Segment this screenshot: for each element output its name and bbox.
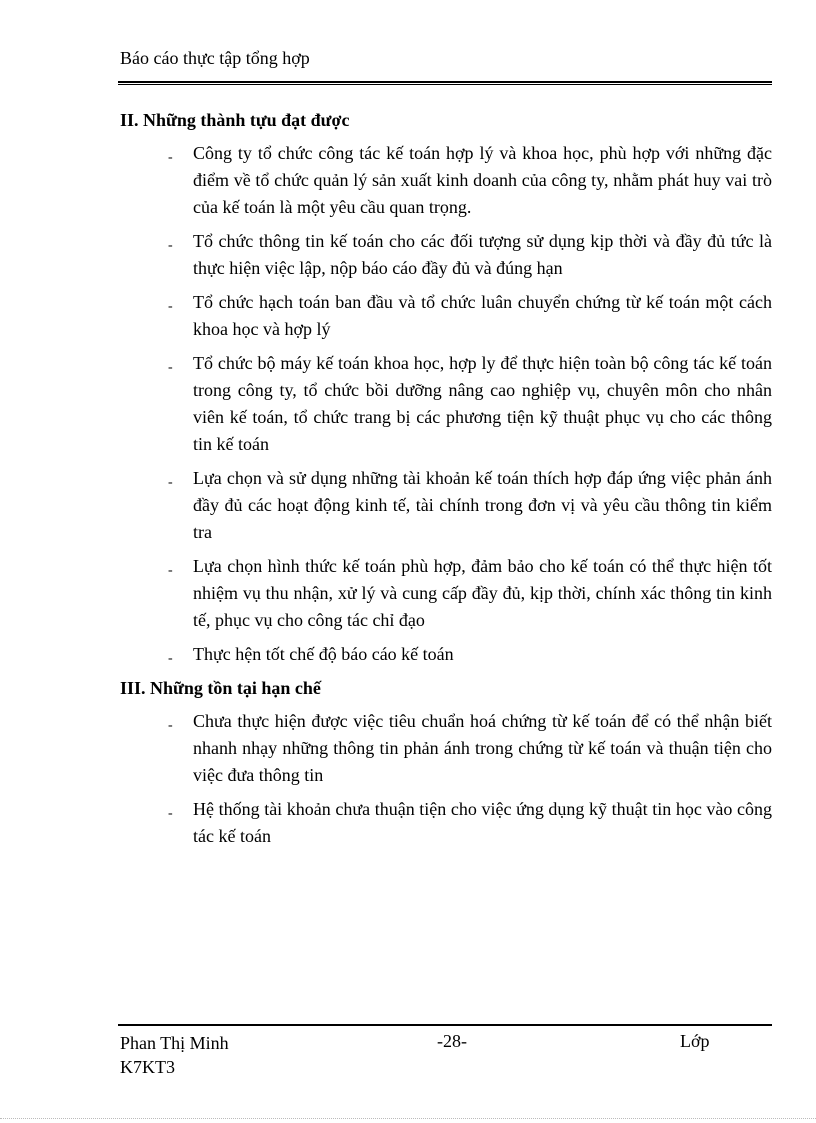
footer-author xyxy=(120,1031,229,1079)
achievements-list xyxy=(120,140,772,668)
section-title-achievements: II. Những thành tựu đạt được xyxy=(120,110,350,130)
bullet-dash: - xyxy=(168,360,173,375)
footer-class-label: Lớp xyxy=(680,1031,710,1051)
page-edge-divider xyxy=(0,1118,816,1119)
footer-rule xyxy=(118,1024,772,1026)
page-number: -28- xyxy=(437,1031,467,1051)
bullet-dash: - xyxy=(168,150,173,165)
header-rule-thin xyxy=(118,84,772,85)
bullet-dash: - xyxy=(168,238,173,253)
bullet-dash: - xyxy=(168,651,173,666)
list-item: - Thực hện tốt chế độ báo cáo kế toán xyxy=(120,641,772,668)
footer-class-code: K7KT3 xyxy=(120,1057,175,1077)
header-rule xyxy=(118,81,772,83)
limitations-list xyxy=(120,708,772,850)
header-title: Báo cáo thực tập tổng hợp xyxy=(120,48,310,68)
list-item: - Lựa chọn và sử dụng những tài khoản kế toán thích hợp đáp ứng việc phản ánh đầy đủ các hoạt động kinh tế, tài chính trong đơn vị và yêu cầu thông tin kiểm tra xyxy=(168,468,772,542)
list-item: - Chưa thực hiện được việc tiêu chuẩn hoá chứng từ kế toán để có thể nhận biết nhanh nhạy những thông tin phản ánh trong chứng từ kế toán và thuận tiện cho việc đưa thông tin xyxy=(168,711,772,785)
bullet-dash: - xyxy=(168,718,173,733)
section-title-limitations: III. Những tồn tại hạn chế xyxy=(120,678,321,698)
bullet-dash: - xyxy=(168,563,173,578)
list-item: - Lựa chọn hình thức kế toán phù hợp, đảm bảo cho kế toán có thể thực hiện tốt nhiệm vụ thu nhận, xử lý và cung cấp đầy đủ, kịp thời, chính xác thông tin kinh tế, phục vụ cho công tác chỉ đạo xyxy=(168,556,772,630)
list-item: - Tổ chức thông tin kế toán cho các đối tượng sử dụng kịp thời và đầy đủ tức là thực hiện việc lập, nộp báo cáo đầy đủ và đúng hạn xyxy=(168,231,772,278)
list-item: - Tổ chức bộ máy kế toán khoa học, hợp ly để thực hiện toàn bộ công tác kế toán trong công ty, tổ chức bồi dưỡng nâng cao nghiệp vụ, chuyên môn cho nhân viên kế toán, tổ chức trang bị các phương tiện kỹ thuật phục vụ cho các thông tin kế toán xyxy=(168,353,772,454)
bullet-dash: - xyxy=(168,299,173,314)
bullet-dash: - xyxy=(168,475,173,490)
list-item: - Tổ chức hạch toán ban đầu và tổ chức luân chuyển chứng từ kế toán một cách khoa học và hợp lý xyxy=(168,292,772,339)
list-item: - Công ty tổ chức công tác kế toán hợp lý và khoa học, phù hợp với những đặc điểm về tổ chức quản lý sản xuất kinh doanh của công ty, nhằm phát huy vai trò của kế toán là một yêu cầu quan trọng. xyxy=(168,143,772,217)
footer-author-name: Phan Thị Minh xyxy=(120,1033,229,1053)
page-body xyxy=(120,107,772,857)
list-item: - Hệ thống tài khoản chưa thuận tiện cho việc ứng dụng kỹ thuật tin học vào công tác kế toán xyxy=(168,799,772,846)
bullet-dash: - xyxy=(168,806,173,821)
